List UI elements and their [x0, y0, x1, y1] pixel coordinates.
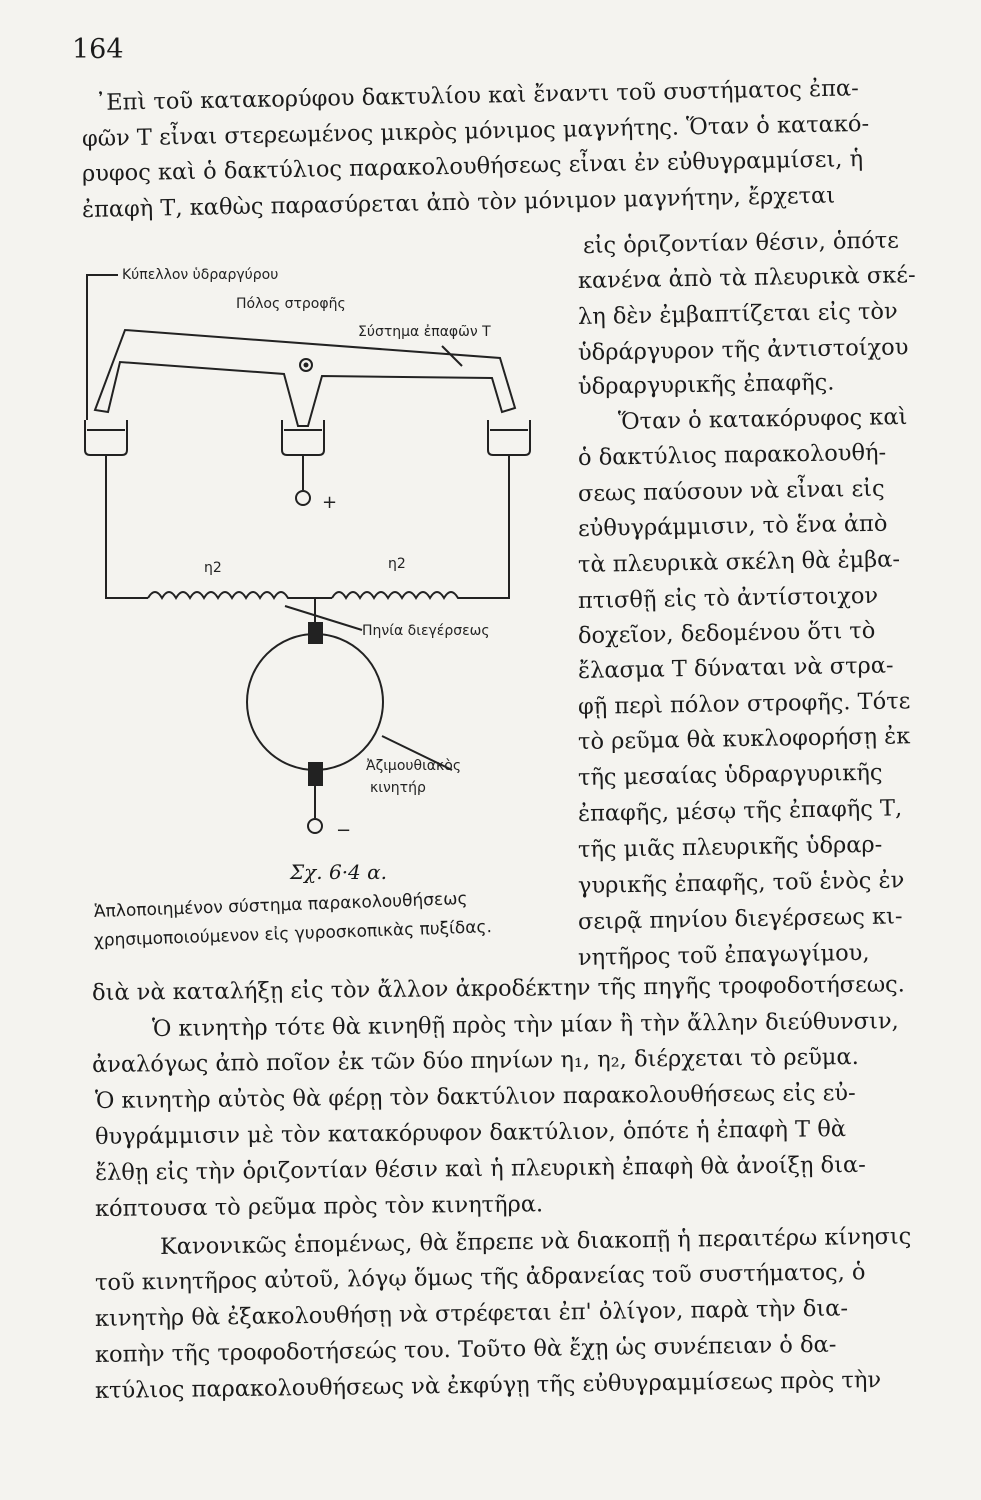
- side-line: ὑδραργυρικῆς ἐπαφῆς.: [577, 369, 835, 400]
- figure-caption-title: Σχ. 6·4 α.: [290, 860, 388, 884]
- wire-left: [106, 455, 148, 598]
- body-line: ᾿Επὶ τοῦ κατακορύφου δακτυλίου καὶ ἔναντι τοῦ συστήματος ἐπα-: [94, 75, 859, 116]
- side-line: ἐπαφῆς, μέσῳ τῆς ἐπαφῆς Τ,: [577, 795, 903, 827]
- body-line: Ὁ κινητὴρ τότε θὰ κινηθῇ πρὸς τὴν μίαν ἢ τὴν ἄλλην διεύθυνσιν,: [151, 1008, 899, 1042]
- body-line: τοῦ κινητῆρος αὐτοῦ, λόγῳ ὅμως τῆς ἀδρανείας τοῦ συστήματος, ὁ: [94, 1259, 866, 1296]
- label-mercury-cup: Κύπελλον ὑδραργύρου: [122, 267, 279, 283]
- mercury-cup-right: [488, 420, 530, 455]
- figure-caption-line: χρησιμοποιούμενον εἰς γυροσκοπικὰς πυξίδας.: [93, 917, 493, 951]
- side-line: Ὅταν ὁ κατακόρυφος καὶ: [617, 403, 908, 435]
- side-line: νητῆρος τοῦ ἐπαγωγίμου,: [577, 939, 870, 971]
- side-line: ὁ δακτύλιος παρακολουθή-: [577, 439, 887, 471]
- coil-right: [332, 592, 472, 598]
- brush-top: [308, 622, 323, 644]
- label-coil-right: η2: [388, 556, 406, 572]
- body-line: ἐπαφὴ Τ, καθὼς παρασύρεται ἀπὸ τὸν μόνιμον μαγνήτην, ἔρχεται: [81, 182, 836, 223]
- side-line: τὰ πλευρικὰ σκέλη θὰ ἐμβα-: [577, 546, 901, 578]
- side-line: εἰς ὁριζοντίαν θέσιν, ὁπότε: [582, 227, 900, 259]
- side-line: σειρᾷ πηνίου διεγέρσεως κι-: [577, 903, 903, 935]
- side-line: γυρικῆς ἐπαφῆς, τοῦ ἑνὸς ἐν: [577, 867, 905, 899]
- side-line: δοχεῖον, δεδομένου ὅτι τὸ: [577, 617, 876, 649]
- body-line: Ὁ κινητὴρ αὐτὸς θὰ φέρῃ τὸν δακτύλιον παρακολουθήσεως εἰς εὐ-: [94, 1080, 856, 1114]
- side-line: σεως παύσουν νὰ εἶναι εἰς: [577, 475, 885, 507]
- leader-line: [87, 275, 118, 420]
- page-number: 164: [72, 34, 124, 65]
- body-line: κινητὴρ θὰ ἐξακολουθήσῃ νὰ στρέφεται ἐπ' ὀλίγον, παρὰ τὴν δια-: [94, 1295, 849, 1332]
- coil-left: [148, 592, 302, 598]
- side-line: φῇ περὶ πόλον στροφῆς. Τότε: [577, 688, 911, 720]
- mercury-cup-left: [85, 420, 127, 455]
- body-line: διὰ νὰ καταλήξῃ εἰς τὸν ἄλλον ἀκροδέκτην τῆς πηγῆς τροφοδοτήσεως.: [91, 971, 905, 1006]
- side-line: λη δὲν ἐμβαπτίζεται εἰς τὸν: [577, 298, 898, 330]
- side-line: τῆς μεσαίας ὑδραργυρικῆς: [577, 759, 883, 791]
- body-line: Κανονικῶς ἑπομένως, θὰ ἔπρεπε νὰ διακοπῇ ἡ περαιτέρω κίνησις: [159, 1223, 912, 1260]
- label-coil-left: η2: [204, 560, 222, 576]
- body-line: ἔλθῃ εἰς τὴν ὁριζοντίαν θέσιν καὶ ἡ πλευρικὴ ἐπαφὴ θὰ ἀνοίξῃ δια-: [94, 1151, 866, 1186]
- body-line: ἀναλόγως ἀπὸ ποῖον ἐκ τῶν δύο πηνίων η₁, η₂, διέρχεται τὸ ρεῦμα.: [91, 1043, 859, 1078]
- contact-system-t: [95, 330, 515, 426]
- body-line: φῶν Τ εἶναι στερεωμένος μικρὸς μόνιμος μαγνήτης. Ὅταν ὁ κατακό-: [81, 110, 870, 152]
- side-line: τὸ ρεῦμα θὰ κυκλοφορήσῃ ἐκ: [577, 723, 911, 755]
- side-line: πτισθῇ εἰς τὸ ἀντίστοιχον: [577, 582, 879, 614]
- body-line: κτύλιος παρακολουθήσεως νὰ ἐκφύγῃ τῆς εὐθυγραμμίσεως πρὸς τὴν: [94, 1367, 882, 1404]
- body-line: θυγράμμισιν μὲ τὸν κατακόρυφον δακτύλιον, ὁπότε ἡ ἐπαφὴ Τ θὰ: [94, 1116, 847, 1150]
- figure-caption-line: Ἁπλοποιημένον σύστημα παρακολουθήσεως: [93, 888, 468, 922]
- label-excitation-coil: Πηνία διεγέρσεως: [362, 623, 490, 639]
- label-plus: +: [322, 492, 338, 513]
- side-line: ἔλασμα Τ δύναται νὰ στρα-: [577, 652, 894, 684]
- brush-bottom: [308, 762, 323, 786]
- side-line: εὐθυγράμμισιν, τὸ ἕνα ἀπὸ: [577, 510, 888, 542]
- label-pivot: Πόλος στροφῆς: [236, 296, 346, 312]
- terminal-plus: [296, 491, 310, 505]
- side-line: τῆς μιᾶς πλευρικῆς ὑδραρ-: [577, 831, 883, 863]
- side-line: ὑδράργυρον τῆς ἀντιστοίχου: [577, 334, 909, 366]
- wire-right: [472, 455, 509, 598]
- label-motor-line2: κινητήρ: [370, 780, 426, 796]
- label-minus: −: [336, 820, 352, 841]
- label-contact-system: Σύστημα ἐπαφῶν Τ: [358, 324, 491, 340]
- side-line: κανένα ἀπὸ τὰ πλευρικὰ σκέ-: [577, 262, 916, 294]
- label-motor-line1: Ἀζιμουθιακὸς: [366, 758, 462, 774]
- terminal-minus: [308, 819, 322, 833]
- body-line: κόπτουσα τὸ ρεῦμα πρὸς τὸν κινητῆρα.: [94, 1191, 544, 1222]
- body-line: κοπὴν τῆς τροφοδοτήσεώς του. Τοῦτο θὰ ἔχῃ ὡς συνέπειαν ὁ δα-: [94, 1331, 837, 1368]
- body-line: ρυφος καὶ ὁ δακτύλιος παρακολουθήσεως εἶναι ἐν εὐθυγραμμίσει, ἡ: [81, 146, 864, 187]
- azimuth-motor: [247, 634, 383, 770]
